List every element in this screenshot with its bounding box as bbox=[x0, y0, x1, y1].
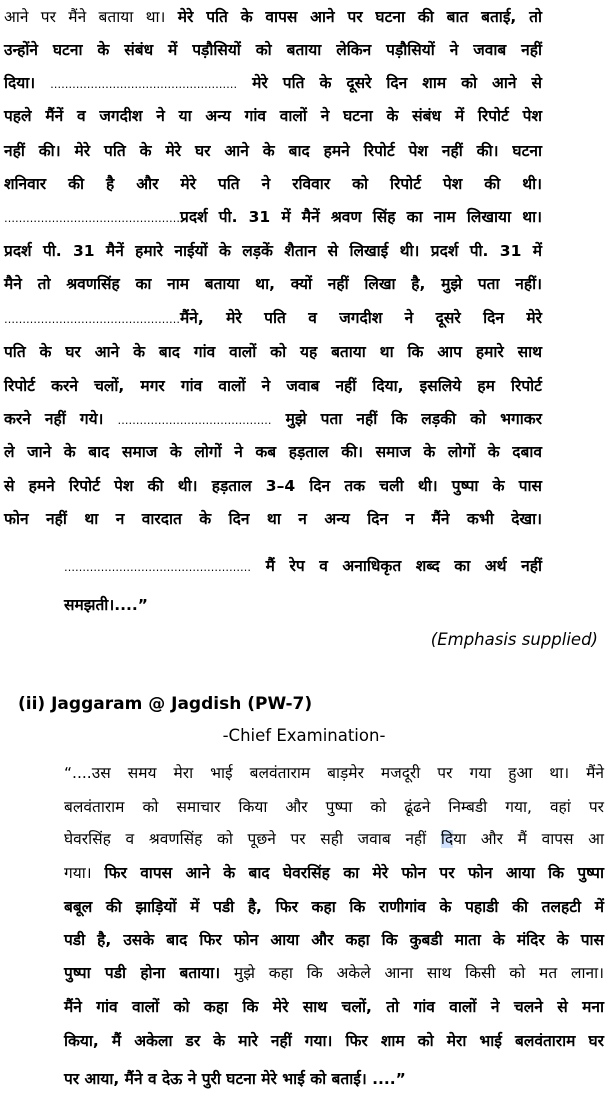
text-line: पर आया, मैंने व देऊ ने पुरी घटना मेरे भाई को बताई। ....” bbox=[64, 1070, 406, 1088]
text-selection-highlight: दि bbox=[440, 830, 454, 848]
text-line: …………………………………………प्रदर्श पी. 31 में मैनें श्रवण सिंह का नाम लिखाया था। bbox=[4, 208, 542, 226]
text-line: …………………………………………… मैं रेप व अनाधिकृत शब्द का अर्थ नहीं bbox=[64, 557, 542, 575]
text-line: ले जाने के बाद समाज के लोगों ने कब हड़ताल की। समाज के लोगों के दबाव bbox=[4, 443, 542, 461]
text-line: पति के घर आने के बाद गांव वालों को यह बताया था कि आप हमारे साथ bbox=[4, 343, 542, 361]
text-line: शनिवार की है और मेरे पति ने रविवार को रिपोर्ट पेश की थी। bbox=[4, 175, 542, 193]
text-line: किया, मैं अकेला डर के मारे नहीं गया। फिर शाम को मेरा भाई बलवंताराम घर bbox=[64, 1032, 604, 1050]
text-line: पडी है, उसके बाद फिर फोन आया और कहा कि कुबडी माता के मंदिर के पास bbox=[64, 931, 604, 949]
text-line: समझती।....” bbox=[64, 596, 148, 614]
text-line: उन्होंने घटना के संबंध में पड़ौसियों को बताया लेकिन पड़ौसियों ने जवाब नहीं bbox=[4, 41, 542, 59]
text-line: मैंने गांव वालों को कहा कि मेरे साथ चलों, तो गांव वालों ने चलने से मना bbox=[64, 998, 604, 1016]
text-line: दिया। …………………………………………… मेरे पति के दूसरे दिन शाम को आने से bbox=[4, 74, 542, 92]
text-line: फोन नहीं था न वारदात के दिन था न अन्य दिन न मैंने कभी देखा। bbox=[4, 510, 542, 528]
section-subheading: -Chief Examination- bbox=[222, 726, 386, 745]
text-line: पहले मैंनें व जगदीश ने या अन्य गांव वालों ने घटना के संबंध में रिपोर्ट पेश bbox=[4, 107, 542, 125]
text-line: गया। फिर वापस आने के बाद घेवरसिंह का मेरे फोन पर फोन आया कि पुष्पा bbox=[64, 864, 604, 882]
text-line: बबूल की झाड़ियों में पडी है, फिर कहा कि राणीगांव के पहाडी की तलहटी में bbox=[64, 898, 604, 916]
text-line: बलवंताराम को समाचार किया और पुष्पा को ढूंढने निम्बडी गया, वहां पर bbox=[64, 798, 604, 816]
text-line: करने नहीं गये। …………………………………… मुझे पता नहीं कि लड़की को भगाकर bbox=[4, 410, 542, 428]
ellipsis-dots: …………………………………………… bbox=[64, 561, 251, 574]
text-line: से हमने रिपोर्ट पेश की थी। हड़ताल 3–4 दिन तक चली थी। पुष्पा के पास bbox=[4, 477, 542, 495]
text-line: “....उस समय मेरा भाई बलवंताराम बाड़मेर मजदूरी पर गया हुआ था। मैंने bbox=[64, 764, 604, 782]
emphasis-note: (Emphasis supplied) bbox=[430, 630, 598, 649]
text-line: घेवरसिंह व श्रवणसिंह को पूछने पर सही जवाब नहीं दिया और मैं वापस आ bbox=[64, 830, 604, 848]
ellipsis-dots: ………………………………………… bbox=[4, 313, 180, 326]
text-line: प्रदर्श पी. 31 मैनें हमारे नाईयों के लड़कें शैतान से लिखाई थी। प्रदर्श पी. 31 में bbox=[4, 242, 542, 260]
ellipsis-dots: ………………………………………… bbox=[4, 212, 180, 225]
ellipsis-dots: …………………………………………… bbox=[50, 78, 238, 91]
witness-heading: (ii) Jaggaram @ Jagdish (PW-7) bbox=[18, 694, 313, 714]
text-line: रिपोर्ट करने चलों, मगर गांव वालों ने जवाब नहीं दिया, इसलिये हम रिपोर्ट bbox=[4, 377, 542, 395]
text-line: पुष्पा पडी होना बताया। मुझे कहा कि अकेले आना साथ किसी को मत लाना। bbox=[64, 964, 605, 982]
text-line: नहीं की। मेरे पति के मेरे घर आने के बाद हमने रिपोर्ट पेश नहीं की। घटना bbox=[4, 142, 542, 160]
text-line: मैने तो श्रवणसिंह का नाम बताया था, क्यों नहीं लिखा है, मुझे पता नहीं। bbox=[4, 275, 542, 293]
ellipsis-dots: …………………………………… bbox=[117, 414, 272, 427]
text-line: …………………………………………मैंने, मेरे पति व जगदीश ने दूसरे दिन मेरे bbox=[4, 309, 542, 327]
text-line: आने पर मैंने बताया था। मेरे पति के वापस आने पर घटना की बात बताई, तो bbox=[4, 8, 543, 26]
